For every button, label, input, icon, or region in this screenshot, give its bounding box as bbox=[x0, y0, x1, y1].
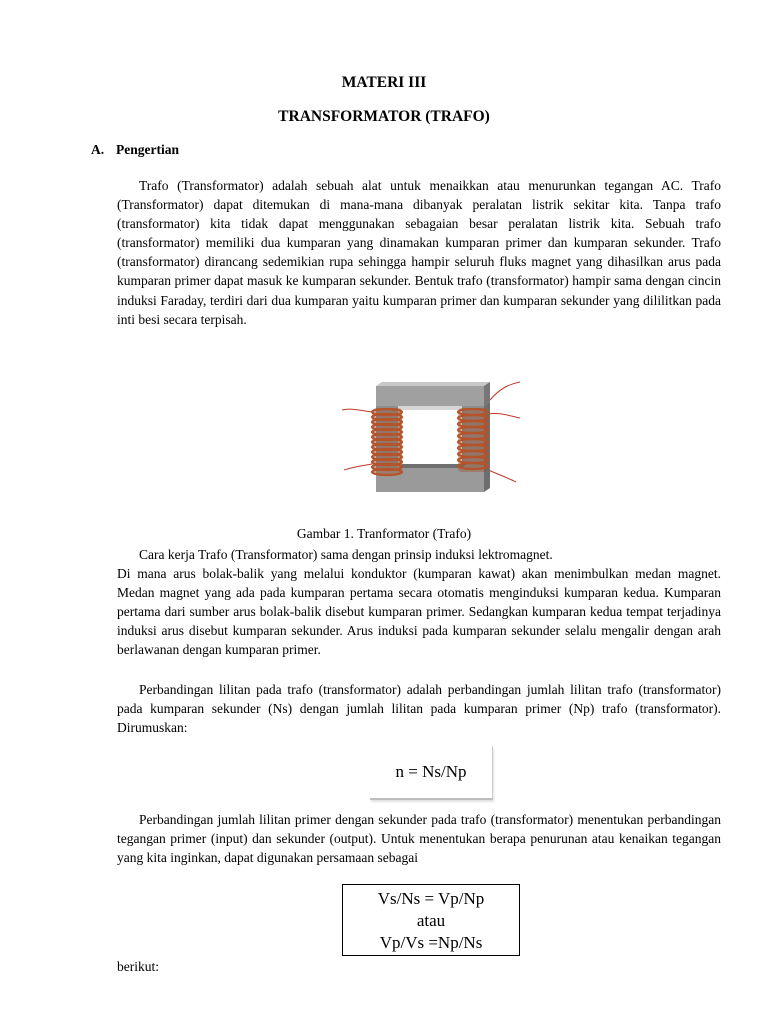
transformer-illustration bbox=[340, 378, 522, 500]
paragraph-turns-ratio: Perbandingan lilitan pada trafo (transformator) adalah perbandingan jumlah lilitan trafo (transformator) pada kumparan sekunder (Ns) dengan jumlah lilitan pada kumparan primer (Np) trafo (transformator). Dirumuskan: bbox=[117, 682, 721, 736]
formula-voltage-ratio bbox=[342, 884, 520, 956]
formula-line-2: atau bbox=[416, 911, 446, 930]
section-number: A. bbox=[91, 142, 105, 157]
paragraph-induction: Di mana arus bolak-balik yang melalui konduktor (kumparan kawat) akan menimbulkan medan magnet. Medan magnet yang ada pada kumparan pertama secara otomatis menginduksi kumparan kedua. Kumparan pertama dari sumber arus bolak-balik disebut kumparan primer. Sedangkan kumparan kedua tempat terjadinya induksi arus disebut kumparan sekunder. Arus induksi pada kumparan sekunder selalu mengalir dengan arah berlawanan dengan kumparan primer. bbox=[117, 566, 721, 658]
secondary-coil bbox=[458, 408, 488, 472]
paragraph-definition: Trafo (Transformator) adalah sebuah alat untuk menaikkan atau menurunkan tegangan AC. Trafo (Transformator) dapat ditemukan di mana-mana dibanyak peralatan listrik sekitar kita. Tanpa trafo (transformator) kita tidak dapat menggunakan sebagaian besar peralatan listrik kita. Sebuah trafo (transformator) memiliki dua kumparan yang dinamakan kumparan primer dan kumparan sekunder. Trafo (transformator) dirancang sedemikian rupa sehingga hampir seluruh fluks magnet yang dihasilkan arus pada kumparan primer dapat masuk ke kumparan sekunder. Bentuk trafo (transformator) hampir sama dengan cincin induksi Faraday, terdiri dari dua kumparan yaitu kumparan primer dan kumparan sekunder yang dililitkan pada inti besi secara terpisah. bbox=[117, 178, 721, 327]
paragraph-continuation: berikut: bbox=[117, 959, 159, 974]
formula-line-3: Vp/Vs =Np/Ns bbox=[379, 933, 483, 952]
primary-coil bbox=[372, 408, 402, 475]
section-heading bbox=[91, 142, 179, 158]
figure-caption: Gambar 1. Tranformator (Trafo) bbox=[296, 526, 472, 541]
formula-line-1: Vs/Ns = Vp/Np bbox=[377, 889, 485, 908]
document-subtitle: TRANSFORMATOR (TRAFO) bbox=[278, 108, 490, 125]
document-title: MATERI III bbox=[341, 74, 427, 91]
formula-turns-ratio: n = Ns/Np bbox=[370, 746, 493, 800]
section-title: Pengertian bbox=[116, 142, 179, 157]
paragraph-voltage-ratio: Perbandingan jumlah lilitan primer dengan sekunder pada trafo (transformator) menentukan perbandingan tegangan primer (input) dan sekunder (output). Untuk menentukan berapa penurunan atau kenaikan tegangan yang kita inginkan, dapat digunakan persamaan sebagai bbox=[117, 812, 721, 866]
paragraph-working-principle: Cara kerja Trafo (Transformator) sama dengan prinsip induksi lektromagnet. bbox=[139, 547, 553, 562]
